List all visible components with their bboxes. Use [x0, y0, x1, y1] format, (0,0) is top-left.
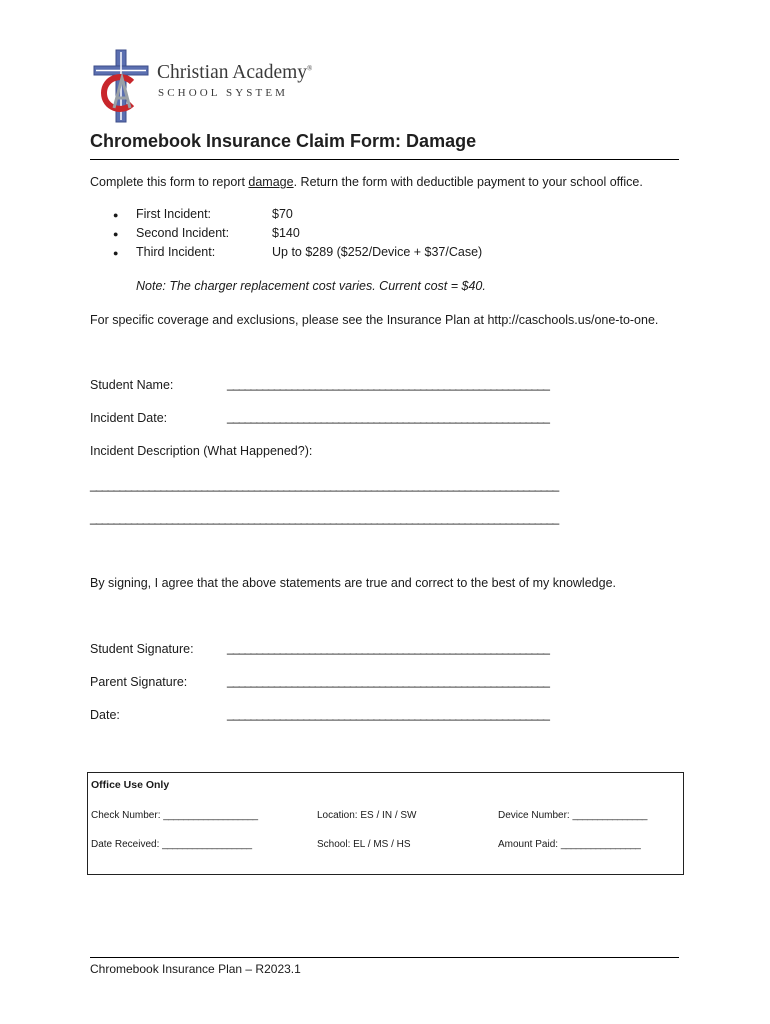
- incident-amount: Up to $289 ($252/Device + $37/Case): [272, 245, 483, 259]
- student-signature-line[interactable]: _______________________________________________________: [227, 641, 549, 655]
- description-line[interactable]: ________________________________________________________________________________: [90, 511, 559, 525]
- christian-academy-logo-emblem: [92, 48, 150, 124]
- logo-name-text: Christian Academy: [157, 62, 308, 83]
- intro-text: [90, 175, 643, 189]
- incident-date-line[interactable]: _______________________________________________________: [227, 410, 549, 424]
- device-number-line[interactable]: _______________: [572, 810, 647, 821]
- incident-label: Second Incident:: [136, 226, 230, 240]
- date-line[interactable]: _______________________________________________________: [227, 707, 549, 721]
- footer-text: Chromebook Insurance Plan – R2023.1: [90, 962, 301, 976]
- intro-after: . Return the form with deductible payment to your school office.: [293, 175, 643, 189]
- device-number-label: Device Number:: [498, 810, 573, 821]
- amount-paid-line[interactable]: ________________: [560, 839, 641, 850]
- office-use-box: [87, 772, 684, 875]
- form-title: Chromebook Insurance Claim Form: Damage: [90, 131, 477, 151]
- incident-amount: $140: [272, 226, 300, 240]
- incident-date-label: Incident Date:: [90, 411, 168, 425]
- check-number-label: Check Number:: [91, 810, 164, 821]
- logo-subtitle: SCHOOL SYSTEM: [158, 87, 289, 99]
- student-name-label: Student Name:: [90, 378, 174, 392]
- incident-description-label: Incident Description (What Happened?):: [90, 444, 313, 458]
- footer-rule: [90, 957, 679, 958]
- logo-name: [157, 62, 312, 84]
- location-options: Location: ES / IN / SW: [317, 810, 417, 821]
- date-received-field[interactable]: [91, 839, 251, 850]
- check-number-line[interactable]: ___________________: [163, 810, 258, 821]
- amount-paid-label: Amount Paid:: [498, 839, 561, 850]
- check-number-field[interactable]: [91, 810, 258, 821]
- bullet-icon: ●: [113, 210, 119, 220]
- student-signature-label: Student Signature:: [90, 642, 194, 656]
- date-received-line[interactable]: __________________: [162, 839, 252, 850]
- intro-damage-word: damage: [248, 175, 294, 189]
- parent-signature-line[interactable]: _______________________________________________________: [227, 674, 549, 688]
- school-options: School: EL / MS / HS: [317, 839, 411, 850]
- charger-note: Note: The charger replacement cost varies. Current cost = $40.: [136, 279, 486, 293]
- amount-paid-field[interactable]: [498, 839, 640, 850]
- parent-signature-label: Parent Signature:: [90, 675, 188, 689]
- date-label: Date:: [90, 708, 120, 722]
- incident-label: First Incident:: [136, 207, 212, 221]
- incident-amount: $70: [272, 207, 293, 221]
- bullet-icon: ●: [113, 248, 119, 258]
- incident-label: Third Incident:: [136, 245, 216, 259]
- description-line[interactable]: ________________________________________________________________________________: [90, 478, 559, 492]
- bullet-icon: ●: [113, 229, 119, 239]
- coverage-text: For specific coverage and exclusions, please see the Insurance Plan at http://caschools.us/one-to-one.: [90, 313, 659, 327]
- logo-registered-mark: ®: [307, 64, 313, 73]
- title-underline: [90, 159, 679, 160]
- date-received-label: Date Received:: [91, 839, 163, 850]
- intro-before: Complete this form to report: [90, 175, 249, 189]
- office-use-heading: Office Use Only: [91, 779, 170, 791]
- agreement-text: By signing, I agree that the above statements are true and correct to the best of my knowledge.: [90, 576, 616, 590]
- student-name-line[interactable]: _______________________________________________________: [227, 377, 549, 391]
- cross-emblem-icon: [92, 48, 150, 124]
- device-number-field[interactable]: [498, 810, 647, 821]
